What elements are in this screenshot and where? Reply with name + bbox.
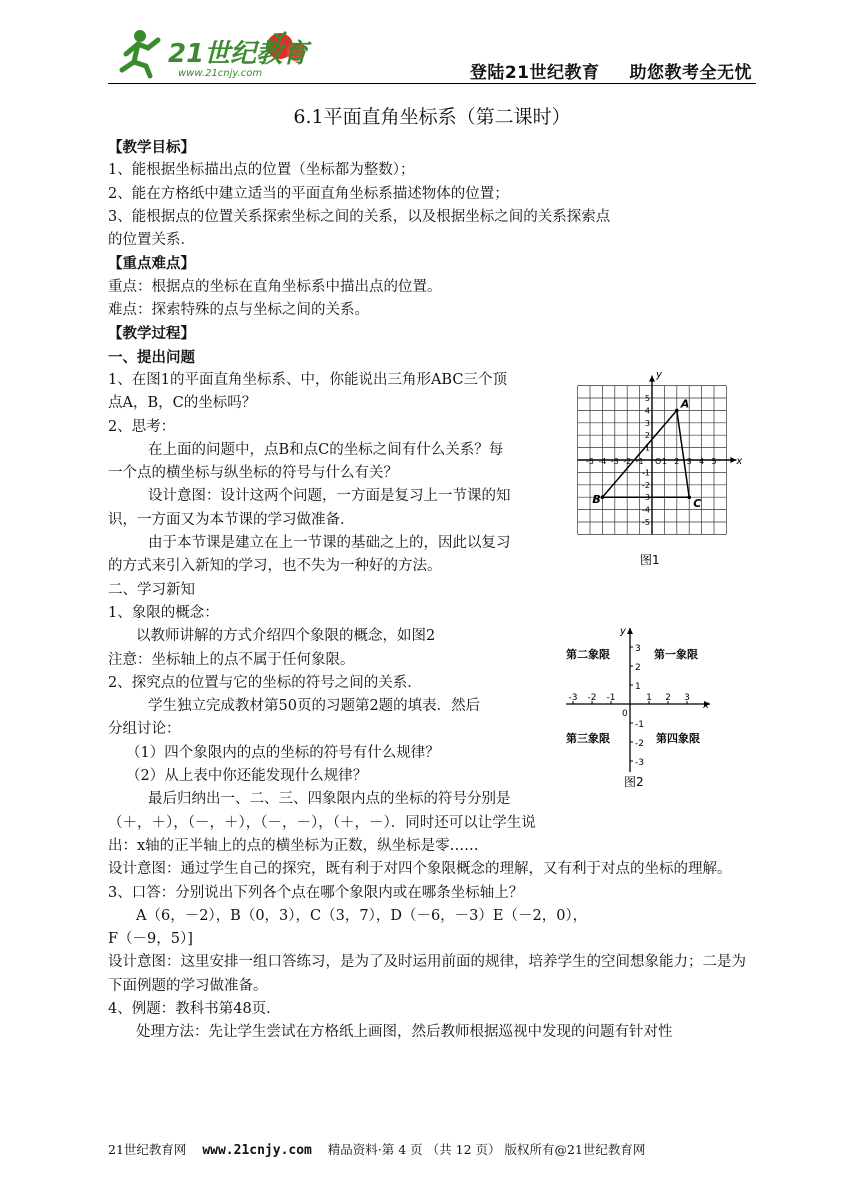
x-tick-label: 1 — [646, 693, 652, 703]
header-login-text[interactable]: 登陆21世纪教育 — [469, 63, 600, 83]
point-label: B — [592, 493, 601, 507]
paragraph: 4、例题：教科书第48页． — [108, 1000, 281, 1017]
y-tick-label: -1 — [635, 720, 644, 730]
section-heading: 一、提出问题 — [108, 348, 195, 366]
y-tick-label: -2 — [642, 480, 650, 490]
y-tick-label: 3 — [644, 418, 650, 428]
heading-key-points: 【重点难点】 — [108, 255, 195, 273]
site-logo[interactable] — [112, 22, 312, 82]
paragraph: 1、在图1的平面直角坐标系、中，你能说出三角形ABC三个顶 — [108, 371, 507, 388]
x-tick-label: -1 — [606, 693, 616, 703]
y-tick-label: -3 — [635, 758, 644, 768]
x-axis-label: x — [703, 700, 709, 711]
logo-text: 21世纪教育 — [168, 39, 309, 69]
paragraph: （＋，＋），（－，＋），（－，－），（＋，－）．同时还可以让学生说 — [108, 814, 536, 831]
figure-2 — [560, 620, 760, 790]
x-tick-label: -4 — [598, 457, 607, 466]
paragraph: 注意：坐标轴上的点不属于任何象限。 — [108, 651, 355, 668]
heading-goals: 【教学目标】 — [108, 139, 195, 156]
x-tick-label: -2 — [587, 693, 597, 703]
quadrant-3-label: 第三象限 — [566, 732, 610, 745]
runner-icon — [122, 30, 158, 76]
paragraph: 一个点的横坐标与纵坐标的符号与什么有关？ — [108, 465, 398, 482]
x-axis-label: x — [736, 456, 743, 467]
x-tick-label: 2 — [665, 693, 671, 703]
point-c — [687, 495, 691, 499]
paragraph: 2、能在方格纸中建立适当的平面直角坐标系描述物体的位置； — [108, 185, 509, 202]
paragraph: （1）四个象限内的点的坐标的符号有什么规律？ — [126, 744, 440, 761]
paragraph: 由于本节课是建立在上一节课的基础之上的，因此以复习 — [148, 535, 511, 552]
x-tick-label: -5 — [586, 457, 594, 466]
header-tagline: 助您教考全无忧 — [629, 63, 752, 83]
origin-label: O — [655, 457, 662, 466]
paragraph: 最后归纳出一、二、三、四象限内点的坐标的符号分别是 — [148, 791, 511, 808]
y-tick-label: 1 — [644, 443, 650, 453]
y-tick-label: -2 — [635, 739, 644, 749]
x-tick-label: 4 — [699, 457, 705, 466]
x-tick-label: -3 — [568, 693, 578, 703]
paragraph: 2、思考： — [108, 418, 176, 435]
point-label: A — [680, 397, 690, 411]
quadrant-2-label: 第二象限 — [566, 648, 610, 661]
paragraph: 在上面的问题中，点B和点C的坐标之间有什么关系？每 — [148, 441, 504, 458]
paragraph: 设计意图：通过学生自己的探究，既有利于对四个象限概念的理解，又有利于对点的坐标的理解。 — [108, 861, 732, 878]
footer-site: 21世纪教育网 — [108, 1142, 187, 1157]
figure-caption: 图1 — [640, 553, 660, 567]
paragraph: F（－9，5）] — [108, 931, 193, 948]
quadrant-1-label: 第一象限 — [654, 648, 698, 661]
y-tick-label: 1 — [635, 682, 641, 692]
y-tick-label: 4 — [644, 406, 650, 416]
paragraph: 设计意图：设计这两个问题，一方面是复习上一节课的知 — [148, 488, 511, 505]
y-tick-label: -5 — [642, 518, 650, 527]
paragraph: 识，一方面又为本节课的学习做准备． — [108, 511, 355, 528]
paragraph: 3、能根据点的位置关系探索坐标之间的关系，以及根据坐标之间的关系探索点 — [108, 208, 611, 225]
paragraph: （2）从上表中你还能发现什么规律？ — [126, 768, 368, 785]
paragraph: 点A，B，C的坐标吗？ — [108, 395, 257, 412]
figure-1 — [568, 356, 748, 576]
figure-caption: 图2 — [624, 775, 644, 789]
paragraph: 以教师讲解的方式介绍四个象限的概念，如图2 — [136, 628, 436, 645]
point-label: C — [693, 497, 702, 511]
page-title: 6.1平面直角坐标系（第二课时） — [293, 106, 571, 128]
section-heading: 二、学习新知 — [108, 581, 195, 598]
paragraph: 设计意图：这里安排一组口答练习，是为了及时运用前面的规律，培养学生的空间想象能力；二是为下面例题的学习做准备。 — [108, 954, 746, 994]
x-tick-label: -2 — [623, 457, 632, 466]
y-tick-label: 2 — [644, 431, 650, 441]
y-tick-label: 2 — [635, 663, 641, 673]
paragraph: 重点：根据点的坐标在直角坐标系中描出点的位置。 — [108, 278, 442, 295]
paragraph: 学生独立完成教材第50页的习题第2题的填表．然后 — [148, 698, 481, 715]
paragraph: 出：x轴的正半轴上的点的横坐标为正数，纵坐标是零…… — [108, 837, 479, 854]
y-tick-label: -3 — [642, 493, 650, 503]
y-tick-label: 5 — [644, 394, 650, 403]
point-a — [675, 409, 679, 413]
y-tick-label: 3 — [635, 644, 641, 654]
header-divider — [108, 83, 756, 84]
page-footer — [108, 1140, 756, 1158]
y-axis-arrow — [649, 376, 655, 382]
x-tick-label: 2 — [674, 457, 680, 466]
paragraph: 难点：探索特殊的点与坐标之间的关系。 — [108, 302, 369, 319]
paragraph: 1、象限的概念： — [108, 604, 219, 621]
y-tick-label: -1 — [642, 468, 650, 478]
footer-url[interactable]: www.21cnjy.com — [202, 1143, 312, 1158]
paragraph: 3、口答：分别说出下列各个点在哪个象限内或在哪条坐标轴上？ — [108, 884, 524, 901]
paragraph: A（6，－2），B（0，3），C（3，7），D（－6，－3）E（－2，0）， — [136, 907, 588, 924]
logo-url: www.21cnjy.com — [178, 68, 263, 79]
document-body — [108, 136, 758, 1045]
x-tick-label: 1 — [661, 457, 667, 466]
heading-process: 【教学过程】 — [108, 325, 195, 343]
y-axis-label: y — [620, 626, 626, 637]
x-tick-label: 3 — [684, 693, 690, 703]
y-tick-label: -4 — [642, 505, 650, 515]
y-axis-label: y — [656, 369, 662, 381]
x-tick-label: 5 — [711, 457, 717, 466]
x-tick-label: -3 — [610, 457, 619, 466]
paragraph: 分组讨论： — [108, 721, 181, 738]
paragraph: 的方式来引入新知的学习，也不失为一种好的方法。 — [108, 558, 442, 575]
header-slogan — [470, 58, 752, 83]
paragraph: 1、能根据坐标描出点的位置（坐标都为整数）； — [108, 162, 415, 179]
quadrant-4-label: 第四象限 — [656, 732, 700, 745]
x-tick-label: -1 — [635, 457, 644, 466]
paragraph: 2、探究点的位置与它的坐标的符号之间的关系． — [108, 674, 422, 691]
paragraph: 处理方法：先让学生尝试在方格纸上画图，然后教师根据巡视中发现的问题有针对性 — [136, 1024, 673, 1041]
footer-page-info: 精品资料·第 4 页 （共 12 页） 版权所有@21世纪教育网 — [327, 1142, 646, 1157]
y-axis-arrow — [627, 628, 633, 634]
point-b — [601, 495, 605, 499]
origin-label: 0 — [622, 709, 628, 719]
paragraph: 的位置关系． — [108, 232, 195, 249]
x-tick-label: 3 — [686, 457, 692, 466]
